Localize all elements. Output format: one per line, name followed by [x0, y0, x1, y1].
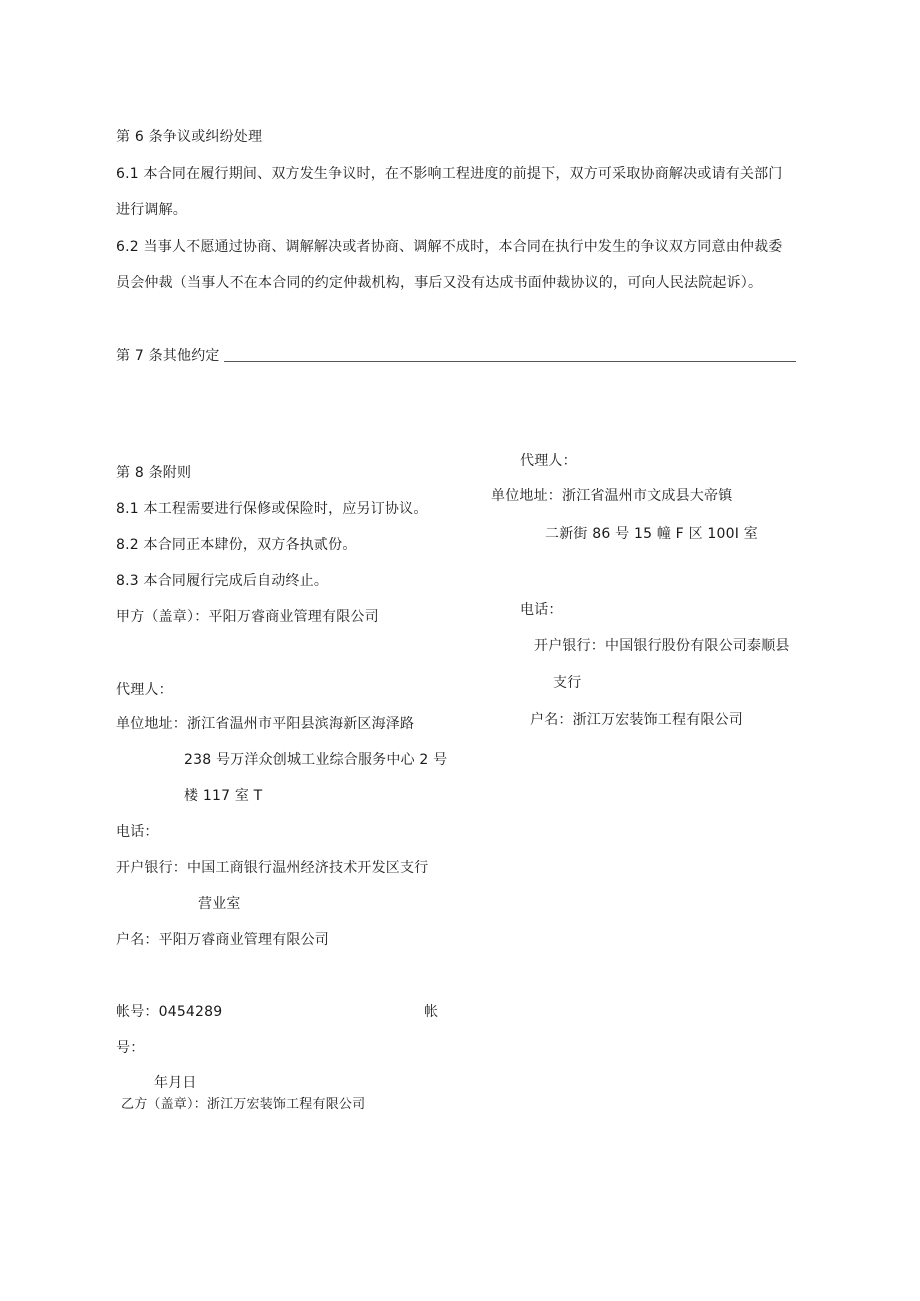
- party-a-account-name: 户名：平阳万睿商业管理有限公司: [116, 932, 329, 948]
- clause-8-2: 8.2 本合同正本肆份，双方各执贰份。: [116, 537, 357, 553]
- party-a-bank-line1: 开户银行：中国工商银行温州经济技术开发区支行: [116, 860, 429, 876]
- party-a-agent: 代理人：: [116, 682, 173, 698]
- clause-8-3: 8.3 本合同履行完成后自动终止。: [116, 573, 329, 589]
- party-b-bank-line1: 开户银行：中国银行股份有限公司泰顺县: [534, 638, 790, 654]
- clause-8-1: 8.1 本工程需要进行保修或保险时，应另订协议。: [116, 501, 428, 517]
- party-b-address-line2: 二新街 86 号 15 幢 F 区 100I 室: [545, 526, 758, 542]
- article-7-heading: 第 7 条其他约定: [116, 348, 220, 364]
- party-b-account-name: 户名：浙江万宏装饰工程有限公司: [530, 712, 743, 728]
- party-a-bank-line2: 营业室: [198, 896, 241, 912]
- date-line: 年月日: [154, 1075, 197, 1091]
- party-b-address-line1: 单位地址：浙江省温州市文成县大帝镇: [491, 488, 733, 504]
- party-a-account-label-right: 帐: [424, 1004, 439, 1020]
- party-a-account-no: 帐号：0454289: [116, 1004, 223, 1020]
- party-a-address-line2: 238 号万洋众创城工业综合服务中心 2 号: [184, 752, 448, 768]
- party-a-title: 甲方（盖章）：平阳万睿商业管理有限公司: [116, 609, 379, 625]
- party-a-address-line3: 楼 117 室 T: [184, 788, 263, 804]
- party-b-title: 乙方（盖章）：浙江万宏装饰工程有限公司: [121, 1097, 366, 1112]
- other-terms-blank-line: [224, 361, 796, 362]
- party-b-agent: 代理人：: [520, 453, 577, 469]
- clause-6-2-line1: 6.2 当事人不愿通过协商、调解解决或者协商、调解不成时，本合同在执行中发生的争议双方同意由仲裁委: [116, 239, 783, 255]
- clause-6-1-line1: 6.1 本合同在履行期间、双方发生争议时，在不影响工程进度的前提下，双方可采取协商解决或请有关部门: [116, 166, 783, 182]
- party-a-address-line1: 单位地址：浙江省温州市平阳县滨海新区海泽路: [116, 716, 415, 732]
- party-b-bank-line2: 支行: [553, 675, 582, 691]
- party-b-phone: 电话：: [520, 602, 563, 618]
- article-6-heading: 第 6 条争议或纠纷处理: [116, 129, 263, 145]
- clause-6-1-line2: 进行调解。: [116, 202, 187, 218]
- clause-6-2-line2: 员会仲裁（当事人不在本合同的约定仲裁机构，事后又没有达成书面仲裁协议的，可向人民法院起诉）。: [116, 275, 763, 291]
- party-a-account-label-wrap: 号：: [116, 1040, 145, 1056]
- party-a-phone: 电话：: [116, 824, 159, 840]
- article-8-heading: 第 8 条附则: [116, 465, 192, 481]
